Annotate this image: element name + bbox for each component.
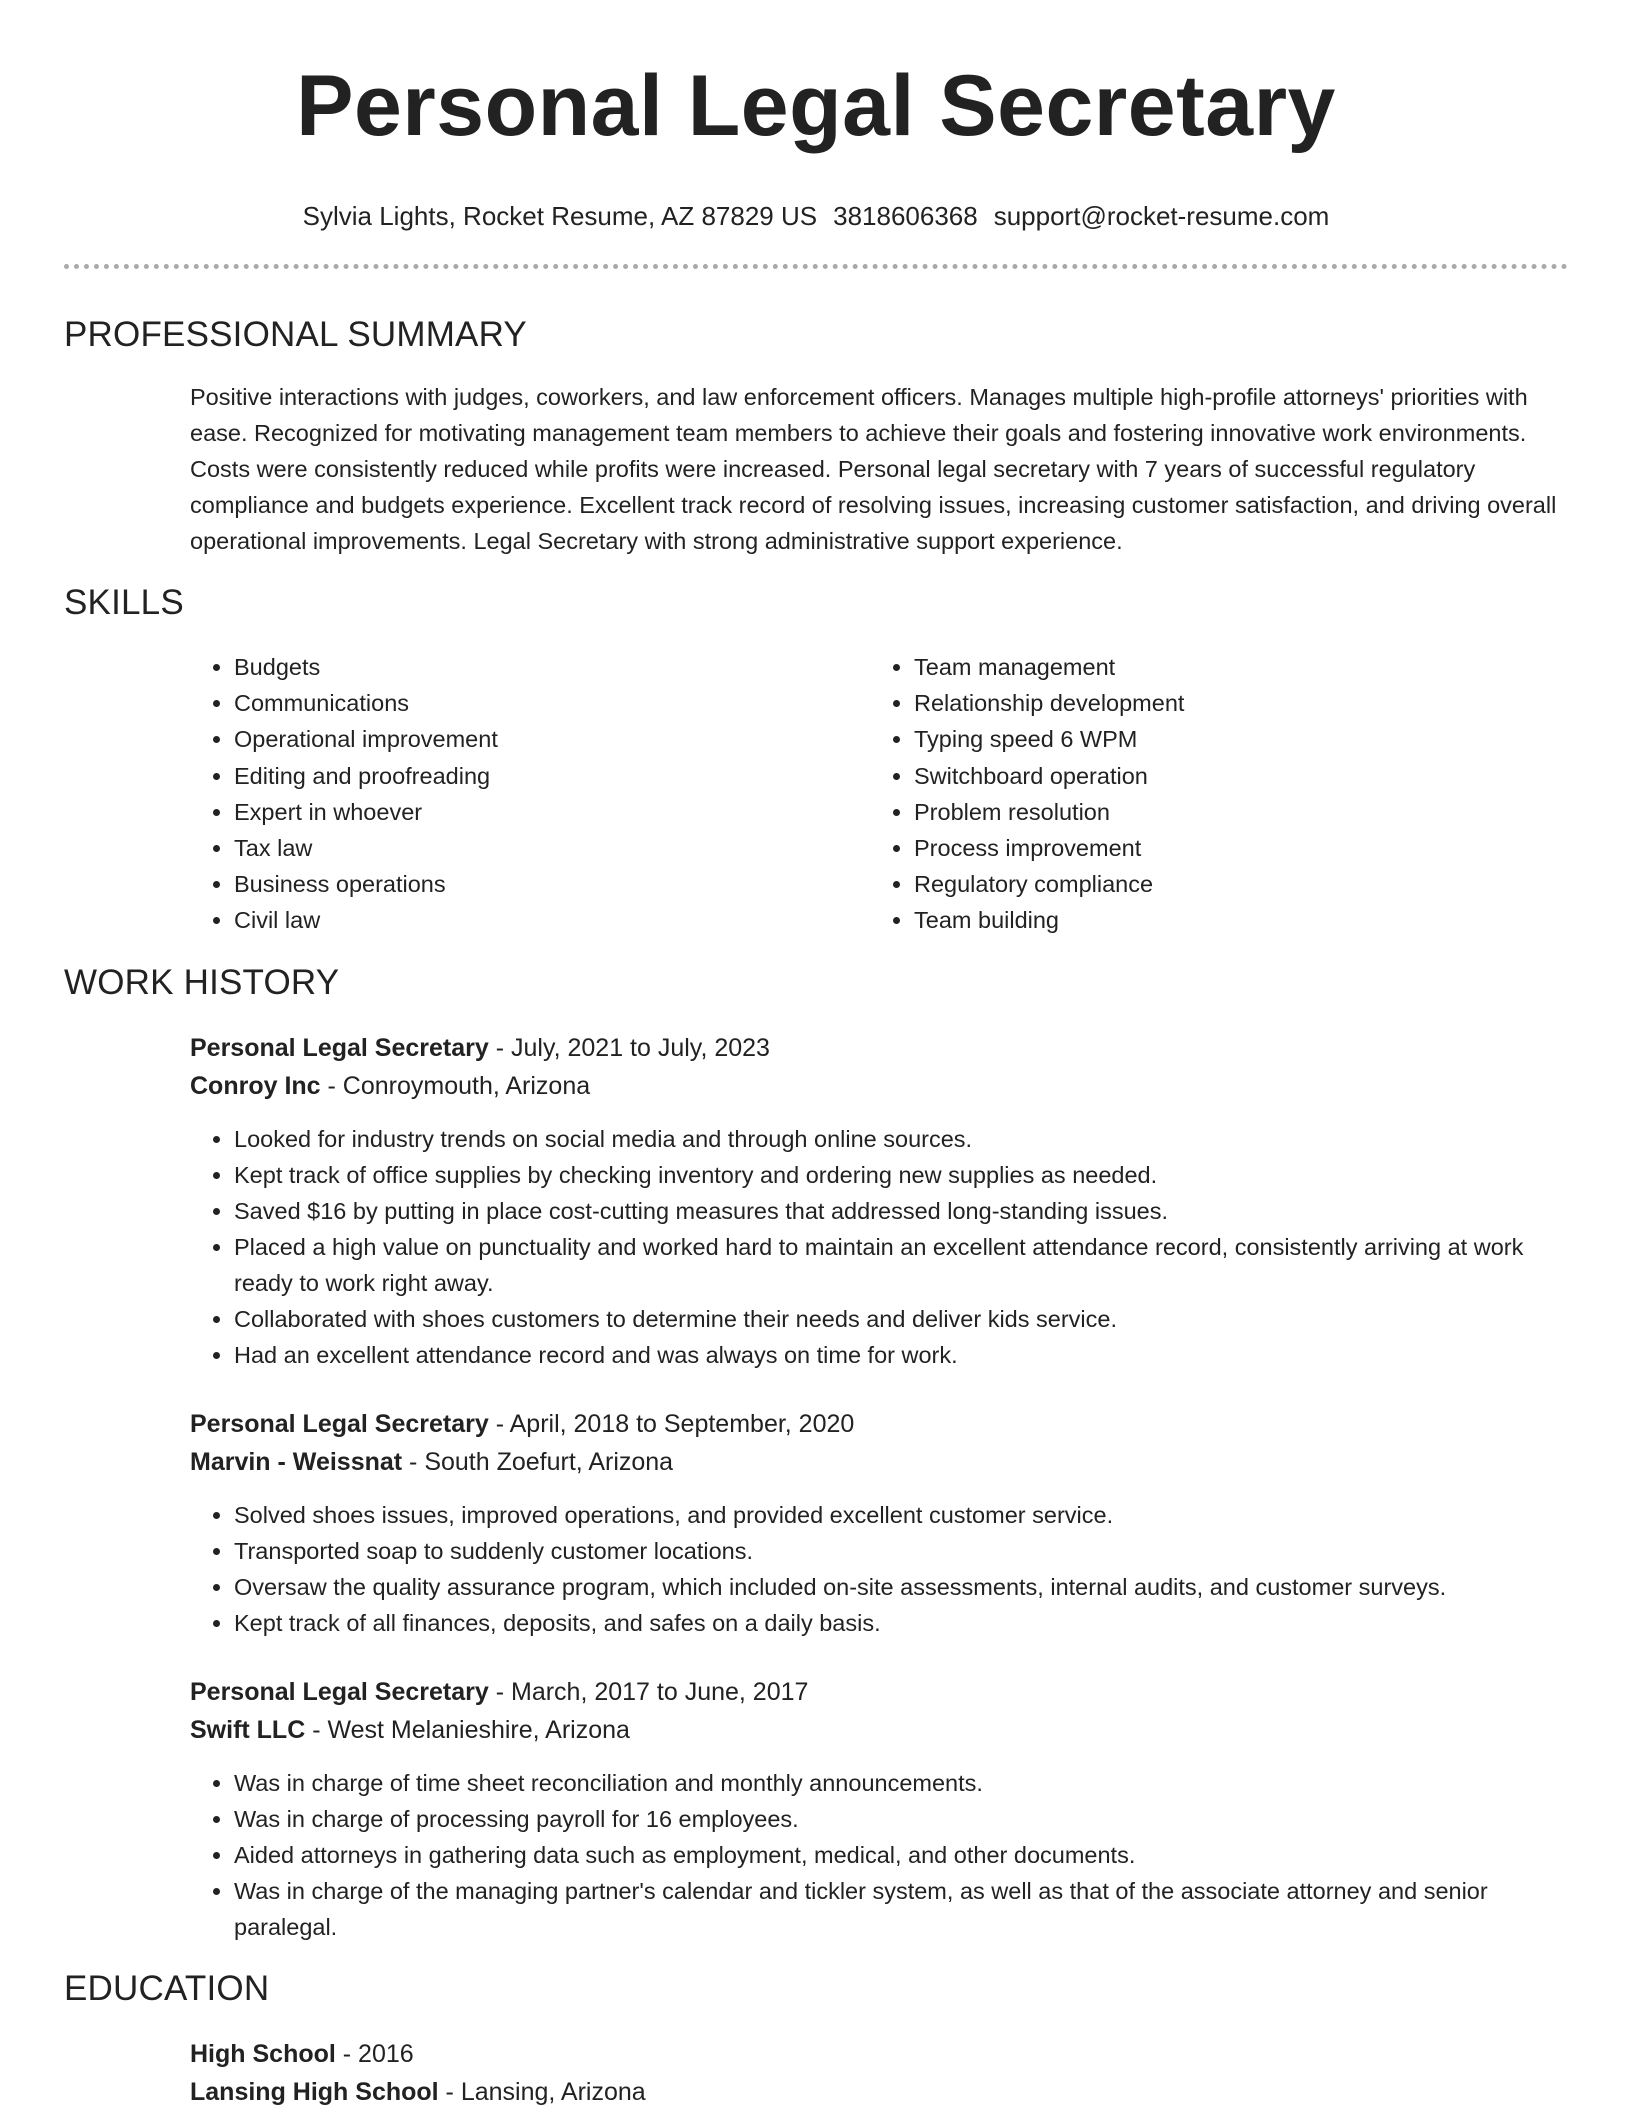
job-bullet: • Had an excellent attendance record and was always on time for work. [234,1337,1568,1373]
job-company: Conroy Inc [190,1071,321,1100]
job-bullet: • Looked for industry trends on social media and through online sources. [234,1121,1568,1157]
skill-item: • Relationship development [914,685,1550,721]
skills-list [190,649,1568,939]
job-bullet: • Was in charge of the managing partner's calendar and tickler system, as well as that of the associate attorney and senior paralegal. [234,1873,1568,1945]
contact-line [64,198,1568,234]
skill-item: • Team management [914,649,1550,685]
summary-text: Positive interactions with judges, coworkers, and law enforcement officers. Manages multiple high-profile attorneys' priorities with ease. Recognized for motivating management team members to achieve their goals and fostering innovative work environments. Costs were consistently reduced while profits were increased. Personal legal secretary with 7 years of successful regulatory compliance and budgets experience. Excellent track record of resolving issues, increasing customer satisfaction, and driving overall operational improvements. Legal Secretary with strong administrative support experience. [190,384,1557,554]
job-bullet: • Placed a high value on punctuality and worked hard to maintain an excellent attendance record, consistently arriving at work ready to work right away. [234,1229,1568,1301]
job-company-line [190,1067,1568,1105]
job-dates: - March, 2017 to June, 2017 [488,1677,809,1706]
contact-phone: 3818606368 [833,201,978,231]
job-bullet: • Aided attorneys in gathering data such as employment, medical, and other documents. [234,1837,1568,1873]
job-role: Personal Legal Secretary [190,1033,489,1062]
skills-column-left [190,649,870,939]
job-company: Marvin - Weissnat [190,1447,403,1476]
job-bullet: • Solved shoes issues, improved operations, and provided excellent customer service. [234,1497,1568,1533]
education-heading: EDUCATION [64,1968,270,2008]
job-bullet: • Collaborated with shoes customers to determine their needs and deliver kids service. [234,1301,1568,1337]
job-dates: - April, 2018 to September, 2020 [488,1409,855,1438]
page-title: Personal Legal Secretary [296,58,1336,154]
summary-section [64,313,1568,559]
job-company-line [190,1711,1568,1749]
job-role: Personal Legal Secretary [190,1677,489,1706]
education-location: - Lansing, Arizona [438,2077,646,2106]
job-title-line [190,1029,1568,1067]
job-title-line [190,1673,1568,1711]
skill-item: • Tax law [234,830,870,866]
skill-item: • Switchboard operation [914,758,1550,794]
job-bullet: • Transported soap to suddenly customer locations. [234,1533,1568,1569]
job-bullets [190,1497,1568,1641]
education-entry [190,2035,1568,2111]
skill-item: • Regulatory compliance [914,866,1550,902]
education-degree-line [190,2035,1568,2073]
job-entry [190,1673,1568,1945]
education-year: - 2016 [335,2039,414,2068]
job-bullet: • Oversaw the quality assurance program, which included on-site assessments, internal audits, and customer surveys. [234,1569,1568,1605]
job-location: - South Zoefurt, Arizona [402,1447,674,1476]
job-location: - West Melanieshire, Arizona [305,1715,630,1744]
education-section [64,1967,1568,2111]
job-bullets [190,1765,1568,1945]
skill-item: • Editing and proofreading [234,758,870,794]
job-bullet: • Was in charge of processing payroll for 16 employees. [234,1801,1568,1837]
skills-heading: SKILLS [64,583,184,622]
job-entry [190,1029,1568,1373]
job-bullet: • Kept track of all finances, deposits, and safes on a daily basis. [234,1605,1568,1641]
skill-item: • Communications [234,685,870,721]
contact-address: Sylvia Lights, Rocket Resume, AZ 87829 US [302,201,818,231]
summary-heading: PROFESSIONAL SUMMARY [64,315,527,354]
skill-item: • Process improvement [914,830,1550,866]
job-bullets [190,1121,1568,1373]
work-history-section [64,961,1568,1945]
job-dates: - July, 2021 to July, 2023 [488,1033,770,1062]
job-bullet: • Was in charge of time sheet reconciliation and monthly announcements. [234,1765,1568,1801]
skill-item: • Expert in whoever [234,794,870,830]
skill-item: • Civil law [234,902,870,938]
skills-section [64,581,1568,939]
job-role: Personal Legal Secretary [190,1409,489,1438]
skill-item: • Team building [914,902,1550,938]
job-bullet: • Kept track of office supplies by checking inventory and ordering new supplies as needed. [234,1157,1568,1193]
job-company: Swift LLC [190,1715,306,1744]
work-history-heading: WORK HISTORY [64,962,340,1002]
skill-item: • Budgets [234,649,870,685]
job-title-line [190,1405,1568,1443]
education-school: Lansing High School [190,2077,439,2106]
header-divider [64,264,1568,269]
job-company-line [190,1443,1568,1481]
job-location: - Conroymouth, Arizona [320,1071,591,1100]
skill-item: • Typing speed 6 WPM [914,721,1550,757]
education-school-line [190,2073,1568,2111]
skills-column-right [870,649,1550,939]
job-entry [190,1405,1568,1641]
skill-item: • Problem resolution [914,794,1550,830]
skill-item: • Operational improvement [234,721,870,757]
education-degree: High School [190,2039,336,2068]
skill-item: • Business operations [234,866,870,902]
job-bullet: • Saved $16 by putting in place cost-cutting measures that addressed long-standing issues. [234,1193,1568,1229]
contact-email: support@rocket-resume.com [993,201,1330,231]
